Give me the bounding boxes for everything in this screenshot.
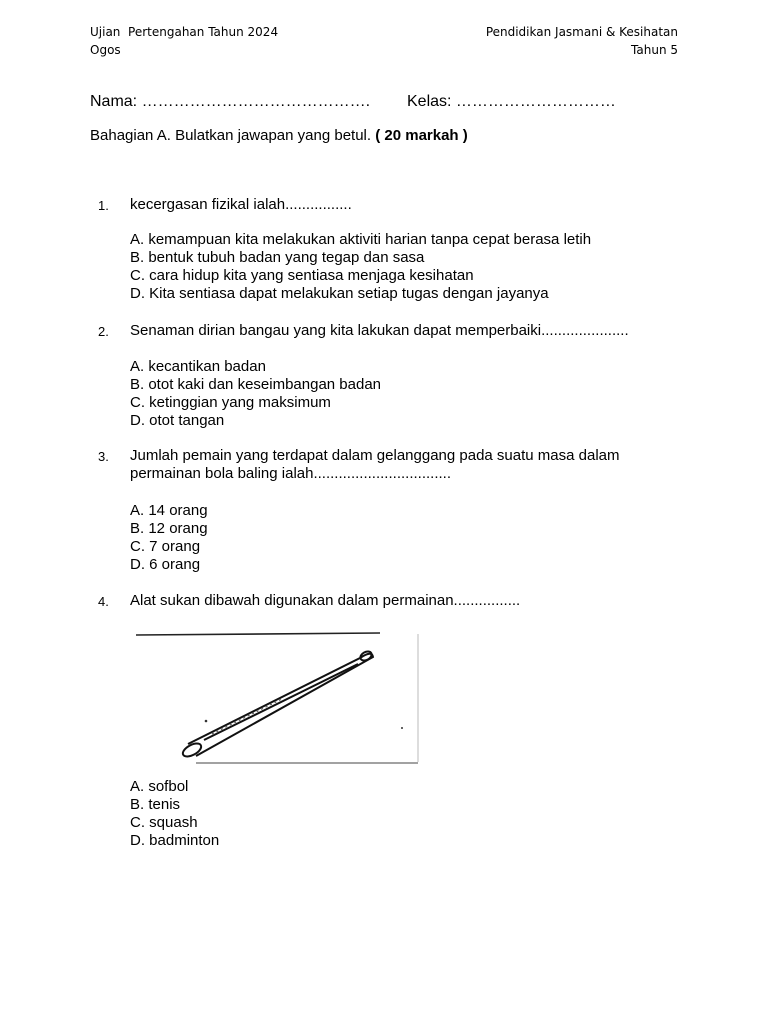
option-d[interactable]: D. Kita sentiasa dapat melakukan setiap tugas dengan jayanya xyxy=(130,285,549,302)
question-number: 2. xyxy=(98,324,109,339)
instruction-text: Bahagian A. Bulatkan jawapan yang betul. xyxy=(90,127,376,144)
exam-title: Ujian Pertengahan Tahun 2024 xyxy=(90,25,279,39)
option-c[interactable]: C. cara hidup kita yang sentiasa menjaga kesihatan xyxy=(130,267,474,284)
option-list xyxy=(130,231,591,303)
option-b[interactable]: B. otot kaki dan keseimbangan badan xyxy=(130,376,382,393)
option-list xyxy=(130,358,381,430)
option-b[interactable]: B. bentuk tubuh badan yang tegap dan sasa xyxy=(130,249,425,266)
option-a[interactable]: A. 14 orang xyxy=(130,502,208,519)
exam-month: Ogos xyxy=(90,43,121,57)
option-d[interactable]: D. badminton xyxy=(130,832,220,849)
marks-label: ( 20 markah ) xyxy=(375,127,468,144)
baseball-bat-icon xyxy=(136,630,420,766)
section-instruction xyxy=(90,126,468,146)
option-b[interactable]: B. 12 orang xyxy=(130,520,208,537)
subject-title: Pendidikan Jasmani & Kesihatan xyxy=(485,25,678,39)
option-a[interactable]: A. sofbol xyxy=(130,778,189,795)
name-field[interactable]: Nama: ……………………………………. xyxy=(90,93,371,110)
option-d[interactable]: D. 6 orang xyxy=(130,556,201,573)
header-left xyxy=(90,23,278,59)
class-field[interactable]: Kelas: ………………………… xyxy=(407,93,616,110)
question-number: 3. xyxy=(98,449,109,464)
question-text: Senaman dirian bangau yang kita lakukan dapat memperbaiki..................... xyxy=(130,322,629,339)
question-text: Alat sukan dibawah digunakan dalam permainan................ xyxy=(130,592,521,609)
question-text: kecergasan fizikal ialah................ xyxy=(130,196,352,213)
bat-illustration xyxy=(136,630,420,766)
option-c[interactable]: C. squash xyxy=(130,814,198,831)
question-text: Jumlah pemain yang terdapat dalam gelanggang pada suatu masa dalam permainan bola baling ialah................................. xyxy=(130,447,620,482)
option-c[interactable]: C. 7 orang xyxy=(130,538,201,555)
option-list xyxy=(130,502,208,574)
header-right xyxy=(486,23,678,59)
question-number: 1. xyxy=(98,198,109,213)
option-c[interactable]: C. ketinggian yang maksimum xyxy=(130,394,331,411)
option-a[interactable]: A. kemampuan kita melakukan aktiviti harian tanpa cepat berasa letih xyxy=(130,231,592,248)
question-number: 4. xyxy=(98,594,109,609)
grade-level: Tahun 5 xyxy=(631,43,678,57)
option-d[interactable]: D. otot tangan xyxy=(130,412,225,429)
option-b[interactable]: B. tenis xyxy=(130,796,181,813)
option-list xyxy=(130,778,219,850)
option-a[interactable]: A. kecantikan badan xyxy=(130,358,266,375)
